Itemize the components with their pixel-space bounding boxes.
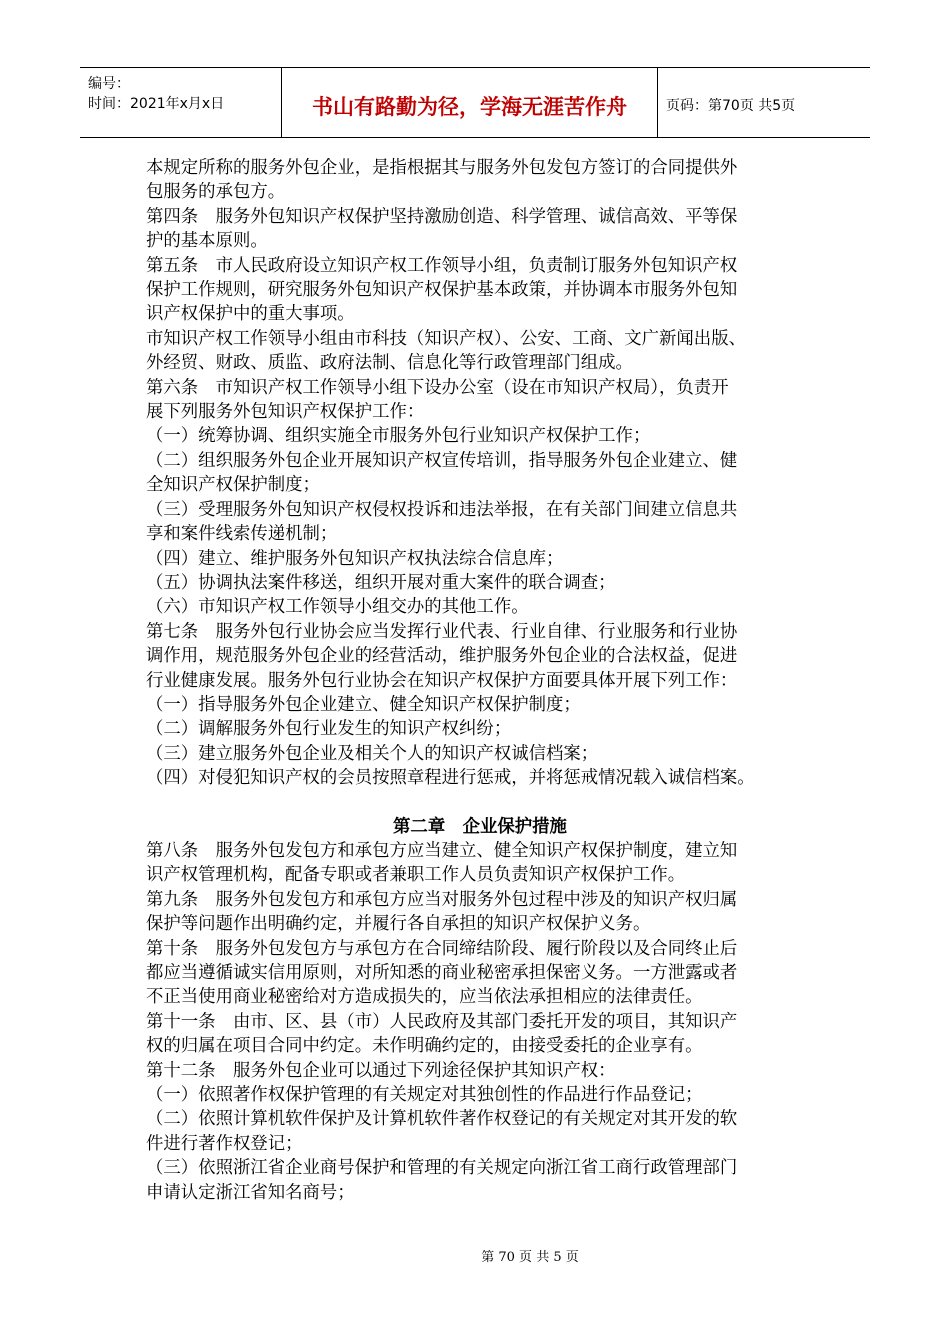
number-label: 编号： — [88, 76, 130, 92]
chapter-title: 第二章 企业保护措施 — [393, 816, 567, 837]
text-line: 享和案件线索传递机制； — [146, 524, 338, 545]
text-line: （二）调解服务外包行业发生的知识产权纠纷； — [146, 719, 512, 740]
text-line: （三）受理服务外包知识产权侵权投诉和违法举报，在有关部门间建立信息共 — [146, 499, 738, 520]
text-line: （一）依照著作权保护管理的有关规定对其独创性的作品进行作品登记； — [146, 1085, 703, 1106]
text-line: 行业健康发展。服务外包行业协会在知识产权保护方面要具体开展下列工作： — [146, 670, 738, 691]
text-line: （一）统筹协调、组织实施全市服务外包行业知识产权保护工作； — [146, 426, 651, 447]
text-line: 第九条 服务外包发包方和承包方应当对服务外包过程中涉及的知识产权归属 — [146, 889, 738, 910]
header-motto: 书山有路勤为径，学海无涯苦作舟 — [282, 68, 658, 137]
text-line: （一）指导服务外包企业建立、健全知识产权保护制度； — [146, 694, 581, 715]
text-line: 包服务的承包方。 — [146, 182, 286, 203]
text-line: 申请认定浙江省知名商号； — [146, 1182, 355, 1203]
text-line: 第十条 服务外包发包方与承包方在合同缔结阶段、履行阶段以及合同终止后 — [146, 938, 738, 959]
text-line: 保护工作规则，研究服务外包知识产权保护基本政策，并协调本市服务外包知 — [146, 280, 738, 301]
text-line: 识产权管理机构，配备专职或者兼职工作人员负责知识产权保护工作。 — [146, 865, 686, 886]
header-page-info: 页码：第70页 共5页 — [666, 97, 796, 114]
text-line: 第六条 市知识产权工作领导小组下设办公室（设在市知识产权局），负责开 — [146, 377, 729, 398]
text-line: 第七条 服务外包行业协会应当发挥行业代表、行业自律、行业服务和行业协 — [146, 621, 738, 642]
text-line: 保护等问题作出明确约定，并履行各自承担的知识产权保护义务。 — [146, 914, 651, 935]
text-line: 外经贸、财政、质监、政府法制、信息化等行政管理部门组成。 — [146, 353, 633, 374]
page-footer: 第 70 页 共 5 页 — [481, 1250, 579, 1265]
text-line: 市知识产权工作领导小组由市科技（知识产权）、公安、工商、文广新闻出版、 — [146, 328, 746, 349]
text-line: 第十二条 服务外包企业可以通过下列途径保护其知识产权： — [146, 1060, 616, 1081]
text-line: 展下列服务外包知识产权保护工作： — [146, 402, 425, 423]
text-line: 权的归属在项目合同中约定。未作明确约定的，由接受委托的企业享有。 — [146, 1036, 703, 1057]
text-line: （四）对侵犯知识产权的会员按照章程进行惩戒，并将惩戒情况载入诚信档案。 — [146, 768, 755, 789]
text-line: 不正当使用商业秘密给对方造成损失的，应当依法承担相应的法律责任。 — [146, 987, 703, 1008]
text-line: （二）组织服务外包企业开展知识产权宣传培训，指导服务外包企业建立、健 — [146, 450, 738, 471]
section-a — [146, 156, 814, 791]
text-line: 第八条 服务外包发包方和承包方应当建立、健全知识产权保护制度，建立知 — [146, 840, 738, 861]
text-line: （三）建立服务外包企业及相关个人的知识产权诚信档案； — [146, 743, 599, 764]
text-line: 都应当遵循诚实信用原则，对所知悉的商业秘密承担保密义务。一方泄露或者 — [146, 963, 738, 983]
text-line: 第十一条 由市、区、县（市）人民政府及其部门委托开发的项目，其知识产 — [146, 1011, 738, 1032]
text-line: （六）市知识产权工作领导小组交办的其他工作。 — [146, 597, 529, 618]
text-line: 护的基本原则。 — [146, 231, 268, 252]
text-line: （二）依照计算机软件保护及计算机软件著作权登记的有关规定对其开发的软 — [146, 1109, 738, 1130]
text-line: 第四条 服务外包知识产权保护坚持激励创造、科学管理、诚信高效、平等保 — [146, 206, 738, 227]
text-line: 调作用，规范服务外包企业的经营活动，维护服务外包企业的合法权益，促进 — [146, 646, 738, 667]
text-line: 第五条 市人民政府设立知识产权工作领导小组，负责制订服务外包知识产权 — [146, 255, 738, 276]
header-meta — [80, 68, 282, 137]
document-body — [146, 156, 814, 1205]
text-line: （四）建立、维护服务外包知识产权执法综合信息库； — [146, 548, 564, 569]
text-line: 全知识产权保护制度； — [146, 475, 320, 496]
text-line: （三）依照浙江省企业商号保护和管理的有关规定向浙江省工商行政管理部门 — [146, 1158, 738, 1179]
page-header — [80, 67, 870, 138]
time-label: 时间：2021年x月x日 — [88, 96, 225, 112]
section-b — [146, 839, 814, 1205]
text-line: （五）协调执法案件移送，组织开展对重大案件的联合调查； — [146, 572, 616, 593]
text-line: 识产权保护中的重大事项。 — [146, 304, 355, 325]
text-line: 本规定所称的服务外包企业，是指根据其与服务外包发包方签订的合同提供外 — [146, 158, 738, 178]
text-line: 件进行著作权登记； — [146, 1133, 303, 1154]
